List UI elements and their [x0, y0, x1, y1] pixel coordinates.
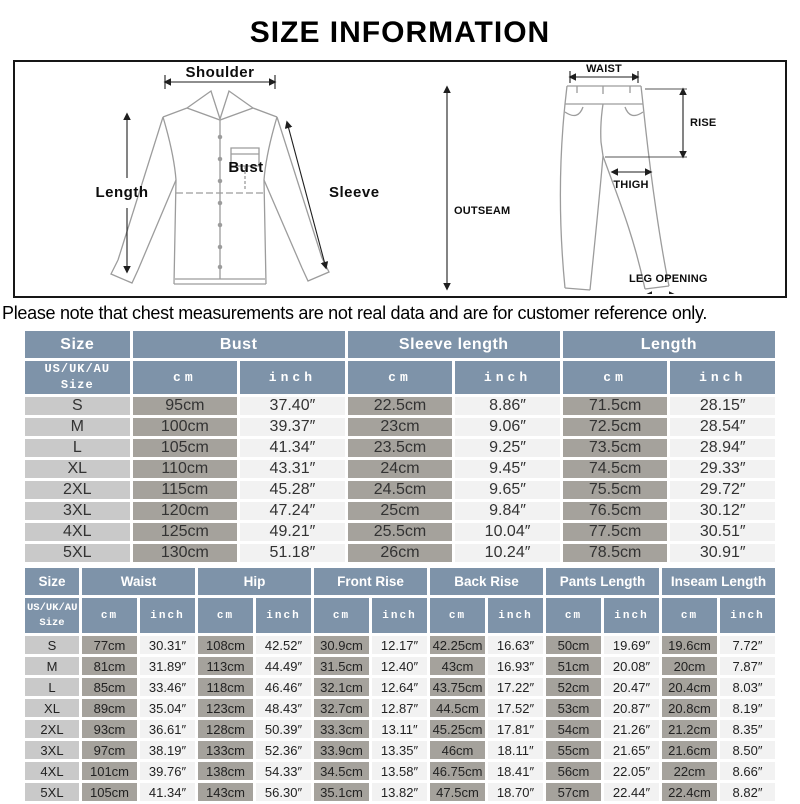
cm-value-cell: 73.5cm — [563, 439, 668, 457]
inch-value-cell: 16.93″ — [488, 657, 543, 675]
cm-value-cell: 25.5cm — [348, 523, 453, 541]
cm-value-cell: 23cm — [348, 418, 453, 436]
inch-value-cell: 19.69″ — [604, 636, 659, 654]
cm-value-cell: 52cm — [546, 678, 601, 696]
cm-value-cell: 100cm — [133, 418, 238, 436]
inch-value-cell: 18.41″ — [488, 762, 543, 780]
size-cell: 3XL — [25, 741, 79, 759]
inch-value-cell: 13.82″ — [372, 783, 427, 801]
shirt-size-table — [22, 328, 778, 565]
inch-value-cell: 31.89″ — [140, 657, 195, 675]
cm-value-cell: 105cm — [82, 783, 137, 801]
unit-cm-header: cm — [430, 598, 485, 633]
cm-value-cell: 85cm — [82, 678, 137, 696]
inch-value-cell: 48.43″ — [256, 699, 311, 717]
cm-value-cell: 33.9cm — [314, 741, 369, 759]
size-row — [25, 397, 775, 415]
inch-value-cell: 8.35″ — [720, 720, 775, 738]
inch-value-cell: 28.54″ — [670, 418, 775, 436]
length-label: Length — [95, 184, 149, 201]
cm-value-cell: 22cm — [662, 762, 717, 780]
inch-value-cell: 7.87″ — [720, 657, 775, 675]
inch-value-cell: 13.35″ — [372, 741, 427, 759]
outseam-label: OUTSEAM — [454, 205, 511, 217]
size-row — [25, 762, 775, 780]
inch-value-cell: 16.63″ — [488, 636, 543, 654]
size-cell: L — [25, 678, 79, 696]
inch-value-cell: 8.82″ — [720, 783, 775, 801]
size-cell: M — [25, 657, 79, 675]
inch-value-cell: 21.65″ — [604, 741, 659, 759]
inch-value-cell: 9.84″ — [455, 502, 560, 520]
cm-value-cell: 32.7cm — [314, 699, 369, 717]
group-header: Inseam Length — [662, 568, 775, 595]
size-cell: S — [25, 636, 79, 654]
inch-value-cell: 8.66″ — [720, 762, 775, 780]
cm-value-cell: 77cm — [82, 636, 137, 654]
inch-value-cell: 33.46″ — [140, 678, 195, 696]
inch-value-cell: 45.28″ — [240, 481, 345, 499]
inch-value-cell: 49.21″ — [240, 523, 345, 541]
size-row — [25, 439, 775, 457]
inch-value-cell: 17.52″ — [488, 699, 543, 717]
inch-value-cell: 12.64″ — [372, 678, 427, 696]
unit-inch-header: inch — [604, 598, 659, 633]
cm-value-cell: 89cm — [82, 699, 137, 717]
size-cell: L — [25, 439, 130, 457]
cm-value-cell: 128cm — [198, 720, 253, 738]
inch-value-cell: 39.76″ — [140, 762, 195, 780]
size-cell: 2XL — [25, 481, 130, 499]
bust-label: Bust — [228, 159, 264, 176]
group-header: Hip — [198, 568, 311, 595]
shoulder-label: Shoulder — [185, 64, 255, 81]
inch-value-cell: 17.22″ — [488, 678, 543, 696]
inch-value-cell: 36.61″ — [140, 720, 195, 738]
cm-value-cell: 97cm — [82, 741, 137, 759]
cm-value-cell: 72.5cm — [563, 418, 668, 436]
shirt-drawing — [15, 62, 399, 294]
size-cell: 4XL — [25, 523, 130, 541]
inch-value-cell: 10.04″ — [455, 523, 560, 541]
cm-value-cell: 143cm — [198, 783, 253, 801]
inch-value-cell: 8.50″ — [720, 741, 775, 759]
cm-value-cell: 26cm — [348, 544, 453, 562]
size-cell: 2XL — [25, 720, 79, 738]
cm-value-cell: 44.5cm — [430, 699, 485, 717]
unit-cm-header: cm — [546, 598, 601, 633]
shirt-diagram — [15, 62, 399, 294]
cm-value-cell: 125cm — [133, 523, 238, 541]
cm-value-cell: 50cm — [546, 636, 601, 654]
cm-value-cell: 34.5cm — [314, 762, 369, 780]
inch-value-cell: 22.44″ — [604, 783, 659, 801]
cm-value-cell: 19.6cm — [662, 636, 717, 654]
group-header: Front Rise — [314, 568, 427, 595]
inch-value-cell: 54.33″ — [256, 762, 311, 780]
cm-value-cell: 46cm — [430, 741, 485, 759]
unit-inch-header: inch — [372, 598, 427, 633]
size-cell: 4XL — [25, 762, 79, 780]
cm-value-cell: 47.5cm — [430, 783, 485, 801]
cm-value-cell: 20.8cm — [662, 699, 717, 717]
unit-inch-header: inch — [240, 361, 345, 394]
cm-value-cell: 30.9cm — [314, 636, 369, 654]
inch-value-cell: 38.19″ — [140, 741, 195, 759]
inch-value-cell: 7.72″ — [720, 636, 775, 654]
cm-value-cell: 21.2cm — [662, 720, 717, 738]
group-header: Sleeve length — [348, 331, 560, 358]
inch-value-cell: 28.94″ — [670, 439, 775, 457]
cm-value-cell: 101cm — [82, 762, 137, 780]
cm-value-cell: 74.5cm — [563, 460, 668, 478]
size-cell: 5XL — [25, 544, 130, 562]
unit-cm-header: cm — [662, 598, 717, 633]
size-cell: XL — [25, 699, 79, 717]
group-header: Pants Length — [546, 568, 659, 595]
inch-value-cell: 9.45″ — [455, 460, 560, 478]
cm-value-cell: 110cm — [133, 460, 238, 478]
cm-value-cell: 51cm — [546, 657, 601, 675]
unit-cm-header: cm — [198, 598, 253, 633]
inch-value-cell: 30.12″ — [670, 502, 775, 520]
inch-value-cell: 21.26″ — [604, 720, 659, 738]
cm-value-cell: 20.4cm — [662, 678, 717, 696]
size-row — [25, 481, 775, 499]
inch-value-cell: 46.46″ — [256, 678, 311, 696]
inch-value-cell: 22.05″ — [604, 762, 659, 780]
cm-value-cell: 138cm — [198, 762, 253, 780]
inch-value-cell: 30.31″ — [140, 636, 195, 654]
inch-value-cell: 9.25″ — [455, 439, 560, 457]
cm-value-cell: 71.5cm — [563, 397, 668, 415]
thigh-label: THIGH — [613, 179, 649, 191]
cm-value-cell: 23.5cm — [348, 439, 453, 457]
inch-value-cell: 20.87″ — [604, 699, 659, 717]
leg-opening-label: LEG OPENING — [629, 273, 708, 285]
sleeve-label: Sleeve — [329, 184, 380, 201]
unit-inch-header: inch — [455, 361, 560, 394]
inch-value-cell: 51.18″ — [240, 544, 345, 562]
size-row — [25, 636, 775, 654]
inch-value-cell: 10.24″ — [455, 544, 560, 562]
size-cell: XL — [25, 460, 130, 478]
size-column-header: Size — [25, 331, 130, 358]
inch-value-cell: 9.65″ — [455, 481, 560, 499]
size-row — [25, 783, 775, 801]
cm-value-cell: 24cm — [348, 460, 453, 478]
inch-value-cell: 28.15″ — [670, 397, 775, 415]
unit-inch-header: inch — [256, 598, 311, 633]
inch-value-cell: 29.33″ — [670, 460, 775, 478]
cm-value-cell: 123cm — [198, 699, 253, 717]
inch-value-cell: 35.04″ — [140, 699, 195, 717]
inch-value-cell: 42.52″ — [256, 636, 311, 654]
inch-value-cell: 41.34″ — [140, 783, 195, 801]
measurement-diagrams — [13, 60, 787, 298]
cm-value-cell: 43.75cm — [430, 678, 485, 696]
inch-value-cell: 8.86″ — [455, 397, 560, 415]
group-header: Waist — [82, 568, 195, 595]
cm-value-cell: 95cm — [133, 397, 238, 415]
cm-value-cell: 43cm — [430, 657, 485, 675]
inch-value-cell: 12.17″ — [372, 636, 427, 654]
cm-value-cell: 57cm — [546, 783, 601, 801]
cm-value-cell: 77.5cm — [563, 523, 668, 541]
inch-value-cell: 37.40″ — [240, 397, 345, 415]
inch-value-cell: 12.87″ — [372, 699, 427, 717]
cm-value-cell: 78.5cm — [563, 544, 668, 562]
reference-note: Please note that chest measurements are not real data and are for customer reference only. — [2, 303, 708, 323]
size-row — [25, 678, 775, 696]
unit-cm-header: cm — [82, 598, 137, 633]
inch-value-cell: 13.11″ — [372, 720, 427, 738]
size-row — [25, 502, 775, 520]
cm-value-cell: 33.3cm — [314, 720, 369, 738]
cm-value-cell: 118cm — [198, 678, 253, 696]
cm-value-cell: 22.4cm — [662, 783, 717, 801]
cm-value-cell: 76.5cm — [563, 502, 668, 520]
size-row — [25, 699, 775, 717]
cm-value-cell: 20cm — [662, 657, 717, 675]
size-cell: S — [25, 397, 130, 415]
unit-inch-header: inch — [488, 598, 543, 633]
cm-value-cell: 53cm — [546, 699, 601, 717]
cm-value-cell: 93cm — [82, 720, 137, 738]
inch-value-cell: 9.06″ — [455, 418, 560, 436]
group-header: Length — [563, 331, 775, 358]
cm-value-cell: 22.5cm — [348, 397, 453, 415]
inch-value-cell: 17.81″ — [488, 720, 543, 738]
cm-value-cell: 81cm — [82, 657, 137, 675]
size-row — [25, 544, 775, 562]
cm-value-cell: 21.6cm — [662, 741, 717, 759]
inch-value-cell: 18.11″ — [488, 741, 543, 759]
unit-cm-header: cm — [314, 598, 369, 633]
inch-value-cell: 39.37″ — [240, 418, 345, 436]
group-header: Back Rise — [430, 568, 543, 595]
size-column-header: Size — [25, 568, 79, 595]
size-cell: M — [25, 418, 130, 436]
cm-value-cell: 46.75cm — [430, 762, 485, 780]
cm-value-cell: 32.1cm — [314, 678, 369, 696]
page-title: SIZE INFORMATION — [249, 16, 551, 49]
inch-value-cell: 41.34″ — [240, 439, 345, 457]
cm-value-cell: 120cm — [133, 502, 238, 520]
size-row — [25, 523, 775, 541]
cm-value-cell: 24.5cm — [348, 481, 453, 499]
size-row — [25, 657, 775, 675]
cm-value-cell: 113cm — [198, 657, 253, 675]
unit-cm-header: cm — [133, 361, 238, 394]
cm-value-cell: 54cm — [546, 720, 601, 738]
inch-value-cell: 12.40″ — [372, 657, 427, 675]
unit-cm-header: cm — [563, 361, 668, 394]
inch-value-cell: 8.03″ — [720, 678, 775, 696]
inch-value-cell: 44.49″ — [256, 657, 311, 675]
inch-value-cell: 30.91″ — [670, 544, 775, 562]
size-cell: 3XL — [25, 502, 130, 520]
size-row — [25, 741, 775, 759]
cm-value-cell: 130cm — [133, 544, 238, 562]
cm-value-cell: 31.5cm — [314, 657, 369, 675]
inch-value-cell: 47.24″ — [240, 502, 345, 520]
cm-value-cell: 42.25cm — [430, 636, 485, 654]
size-subheader: US/UK/AU Size — [25, 361, 130, 394]
unit-inch-header: inch — [140, 598, 195, 633]
cm-value-cell: 35.1cm — [314, 783, 369, 801]
inch-value-cell: 30.51″ — [670, 523, 775, 541]
inch-value-cell: 29.72″ — [670, 481, 775, 499]
inch-value-cell: 52.36″ — [256, 741, 311, 759]
size-row — [25, 460, 775, 478]
rise-label: RISE — [690, 117, 717, 129]
inch-value-cell: 20.47″ — [604, 678, 659, 696]
cm-value-cell: 108cm — [198, 636, 253, 654]
cm-value-cell: 55cm — [546, 741, 601, 759]
pants-diagram — [399, 62, 783, 294]
inch-value-cell: 50.39″ — [256, 720, 311, 738]
unit-inch-header: inch — [670, 361, 775, 394]
pants-size-table — [22, 565, 778, 804]
cm-value-cell: 133cm — [198, 741, 253, 759]
inch-value-cell: 56.30″ — [256, 783, 311, 801]
pants-drawing — [399, 62, 783, 294]
inch-value-cell: 8.19″ — [720, 699, 775, 717]
group-header: Bust — [133, 331, 345, 358]
inch-value-cell: 43.31″ — [240, 460, 345, 478]
size-row — [25, 720, 775, 738]
size-row — [25, 418, 775, 436]
inch-value-cell: 18.70″ — [488, 783, 543, 801]
cm-value-cell: 105cm — [133, 439, 238, 457]
inch-value-cell: 20.08″ — [604, 657, 659, 675]
unit-cm-header: cm — [348, 361, 453, 394]
waist-label: WAIST — [586, 63, 622, 75]
cm-value-cell: 115cm — [133, 481, 238, 499]
cm-value-cell: 25cm — [348, 502, 453, 520]
cm-value-cell: 45.25cm — [430, 720, 485, 738]
size-subheader: US/UK/AU Size — [25, 598, 79, 633]
cm-value-cell: 56cm — [546, 762, 601, 780]
unit-inch-header: inch — [720, 598, 775, 633]
cm-value-cell: 75.5cm — [563, 481, 668, 499]
inch-value-cell: 13.58″ — [372, 762, 427, 780]
size-cell: 5XL — [25, 783, 79, 801]
